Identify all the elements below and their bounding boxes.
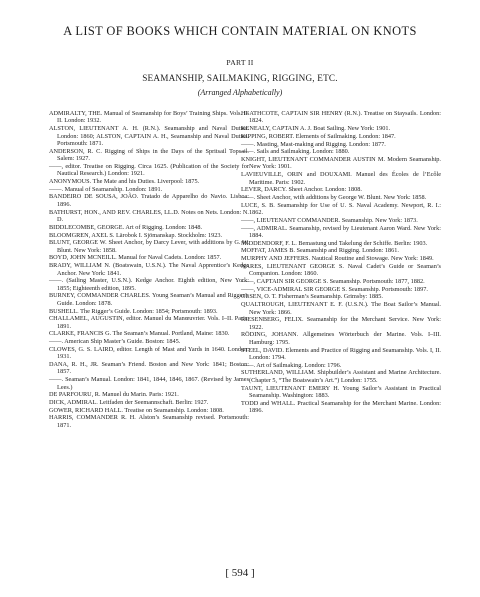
bibliography-entry: DE PARFOURU, R. Manuel du Marin. Paris: 1921.: [49, 391, 179, 399]
bibliography-entry: ——. Manual of Seamanship. London: 1891.: [49, 185, 163, 193]
bibliography-entry: BLOOMGREN, AXEL S. Lärobok I. Sjömanskap. Stockholm: 1923.: [49, 231, 223, 239]
bibliography-entry: KENEALY, CAPTAIN A. J. Boat Sailing. New York: 1901.: [241, 125, 391, 133]
bibliography-entry: BLUNT, GEORGE W. Sheet Anchor, by Darcy Lever, with additions by G. W. Blunt. New York: 1858.: [49, 239, 249, 254]
arrangement-note: (Arranged Alphabetically): [197, 88, 283, 97]
section-heading: SEAMANSHIP, SAILMAKING, RIGGING, ETC.: [142, 73, 338, 83]
bibliography-entry: RIESENBERG, FELIX. Seamanship for the Merchant Service. New York: 1922.: [241, 316, 441, 331]
part-heading: PART II: [226, 58, 254, 67]
bibliography-entry: ——, ADMIRAL. Seamanship, revised by Lieutenant Aaron Ward. New York: 1884.: [241, 224, 441, 239]
bibliography-entry: ——. Seaman’s Manual. London: 1841, 1844, 1846, 1867. (Revised by James Lees.): [49, 376, 249, 391]
bibliography-entry: BATHURST, HON., AND REV. CHARLES, LL.D. Notes on Nets. London: N. D.: [49, 208, 249, 224]
page-title: A LIST OF BOOKS WHICH CONTAIN MATERIAL ON KNOTS: [63, 24, 417, 38]
bibliography-entry: ——. (Sailing Master, U.S.N.). Kedge Anchor. Eighth edition, New York: 1855; Eighteenth edition, 1895.: [49, 277, 249, 292]
bibliography-entry: LUCE, S. B. Seamanship for Use of U. S. Naval Academy. Newport, R. I.: 1862.: [241, 201, 441, 217]
bibliography-column-right: [241, 110, 441, 415]
bibliography-entry: ——. Sails and Sailmaking. London: 1880.: [241, 148, 350, 156]
bibliography-entry: ——. Masting, Mast-making and Rigging. London: 1877.: [241, 140, 386, 148]
page-number: [ 594 ]: [225, 567, 255, 579]
bibliography-entry: MOFFAT, JAMES B. Seamanship and Rigging. London: 1861.: [241, 247, 399, 255]
bibliography-entry: ADMIRALTY, THE. Manual of Seamanship for Boys’ Training Ships. Vols. I–II. London: 1932.: [49, 110, 249, 125]
bibliography-column-left: [49, 110, 249, 430]
bibliography-entry: CLARKE, FRANCIS G. The Seaman’s Manual. Portland, Maine: 1830.: [49, 330, 230, 338]
bibliography-entry: KNIGHT, LIEUTENANT COMMANDER AUSTIN M. Modern Seamanship. New York: 1901.: [241, 155, 441, 171]
bibliography-entry: ——, editor. Treatise on Rigging. Circa 1625. (Publication of the Society for Nautical Research.) London: 1921.: [49, 162, 249, 178]
bibliography-entry: MURPHY AND JEFFERS. Nautical Routine and Stowage. New York: 1849.: [241, 255, 434, 263]
bibliography-entry: BOYD, JOHN MCNEILL. Manual for Naval Cadets. London: 1857.: [49, 254, 222, 262]
bibliography-entry: HEATHCOTE, CAPTAIN SIR HENRY (R.N.). Treatise on Staysails. London: 1824.: [241, 110, 441, 125]
bibliography-entry: ——, LIEUTENANT COMMANDER. Seamanship. New York: 1873.: [241, 216, 418, 224]
bibliography-entry: CHALLAMEL, AUGUSTIN, editor. Manuel du Manœuvrier. Vols. I–II. Paris: 1891.: [49, 315, 249, 330]
bibliography-entry: HARRIS, COMMANDER R. H. Alston’s Seamanship revised. Portsmouth: 1871.: [49, 414, 249, 429]
bibliography-entry: KIPPING, ROBERT. Elements of Sailmaking. London: 1847.: [241, 132, 396, 140]
bibliography-entry: ——. Art of Sailmaking. London: 1796.: [241, 361, 342, 369]
bibliography-entry: DANA, R. H., JR. Seaman’s Friend. Boston and New York: 1841; Boston: 1857.: [49, 360, 249, 376]
bibliography-entry: BIDDLECOMBE, GEORGE. Art of Rigging. London: 1848.: [49, 223, 203, 231]
bibliography-entry: BUSHELL. The Rigger’s Guide. London: 1854; Portsmouth: 1893.: [49, 307, 218, 315]
bibliography-entry: OLSEN, O. T. Fisherman’s Seamanship. Grimsby: 1885.: [241, 293, 383, 301]
bibliography-entry: TODD and WHALL. Practical Seamanship for the Merchant Marine. London: 1896.: [241, 399, 441, 415]
bibliography-entry: ANDERSON, R. C. Rigging of Ships in the Days of the Spritsail Topsail. Salem: 1927.: [49, 147, 249, 163]
bibliography-entry: DICK, ADMIRAL. Leitfaden der Seemannschaft. Berlin: 1927.: [49, 398, 209, 406]
bibliography-entry: SUTHERLAND, WILLIAM. Shipbuilder’s Assistant and Marine Architecture. (Chapter 5, “The Boatswain’s Art.”) London: 1755.: [241, 369, 441, 384]
bibliography-entry: LAVIEUVILLE, ORIN and DOUXAMI. Manuel des Écoles de l’Ecôle Maritime. Paris: 1902.: [241, 171, 441, 186]
bibliography-entry: GOWER, RICHARD HALL. Treatise on Seamanship. London: 1808.: [49, 406, 224, 414]
bibliography-entry: ——, CAPTAIN SIR GEORGE S. Seamanship. Portsmouth: 1877, 1882.: [241, 277, 425, 285]
bibliography-entry: NARES, LIEUTENANT GEORGE S. Naval Cadet’s Guide or Seaman’s Companion. London: 1860.: [241, 262, 441, 278]
bibliography-entry: RÖDING, JOHANN. Allgemeines Wörterbuch der Marine. Vols. I–III. Hamburg: 1795.: [241, 331, 441, 346]
bibliography-entry: LEVER, DARCY. Sheet Anchor. London: 1808.: [241, 186, 362, 194]
bibliography-entry: BURNEY, COMMANDER CHARLES. Young Seaman’s Manual and Rigger’s Guide. London: 1878.: [49, 292, 249, 307]
bibliography-entry: STEEL, DAVID. Elements and Practice of Rigging and Seamanship. Vols. I, II. London: 1794.: [241, 346, 441, 361]
bibliography-entry: ——. American Ship Master’s Guide. Boston: 1845.: [49, 338, 181, 346]
bibliography-entry: CLOWES, G. S. LAIRD, editor. Length of Mast and Yards in 1640. London: 1931.: [49, 345, 249, 361]
bibliography-entry: ——. Sheet Anchor, with additions by George W. Blunt. New York: 1858.: [241, 193, 427, 201]
bibliography-entry: ——, VICE-ADMIRAL SIR GEORGE S. Seamanship. Portsmouth: 1897.: [241, 285, 428, 293]
bibliography-entry: ANONYMOUS. The Mate and his Duties. Liverpool: 1875.: [49, 178, 200, 186]
bibliography-entry: BANDEIRO DE SOUSA, JOÃO. Tratado de Apparelho do Navio. Lisboa: 1896.: [49, 193, 249, 208]
bibliography-entry: MIDDENDORF, F. L. Bemastung und Takelung der Schiffe. Berlin: 1903.: [241, 239, 428, 247]
bibliography-entry: BRADY, WILLIAM N. (Boatswain, U.S.N.). The Naval Apprentice’s Kedge Anchor. New York: 1841.: [49, 262, 249, 277]
bibliography-entry: ALSTON, LIEUTENANT A. H. (R.N.). Seamanship and Naval Duties. London: 1860; ALSTON, CAPTAIN A. H., Seamanship and Naval Duties. Portsmouth: 1871.: [49, 125, 249, 148]
bibliography-entry: TAUNT, LIEUTENANT EMERY H. Young Sailor’s Assistant in Practical Seamanship. Washington: 1883.: [241, 384, 441, 400]
bibliography-entry: QUALTROUGH, LIEUTENANT E. F. (U.S.N.). The Boat Sailor’s Manual. New York: 1866.: [241, 301, 441, 316]
